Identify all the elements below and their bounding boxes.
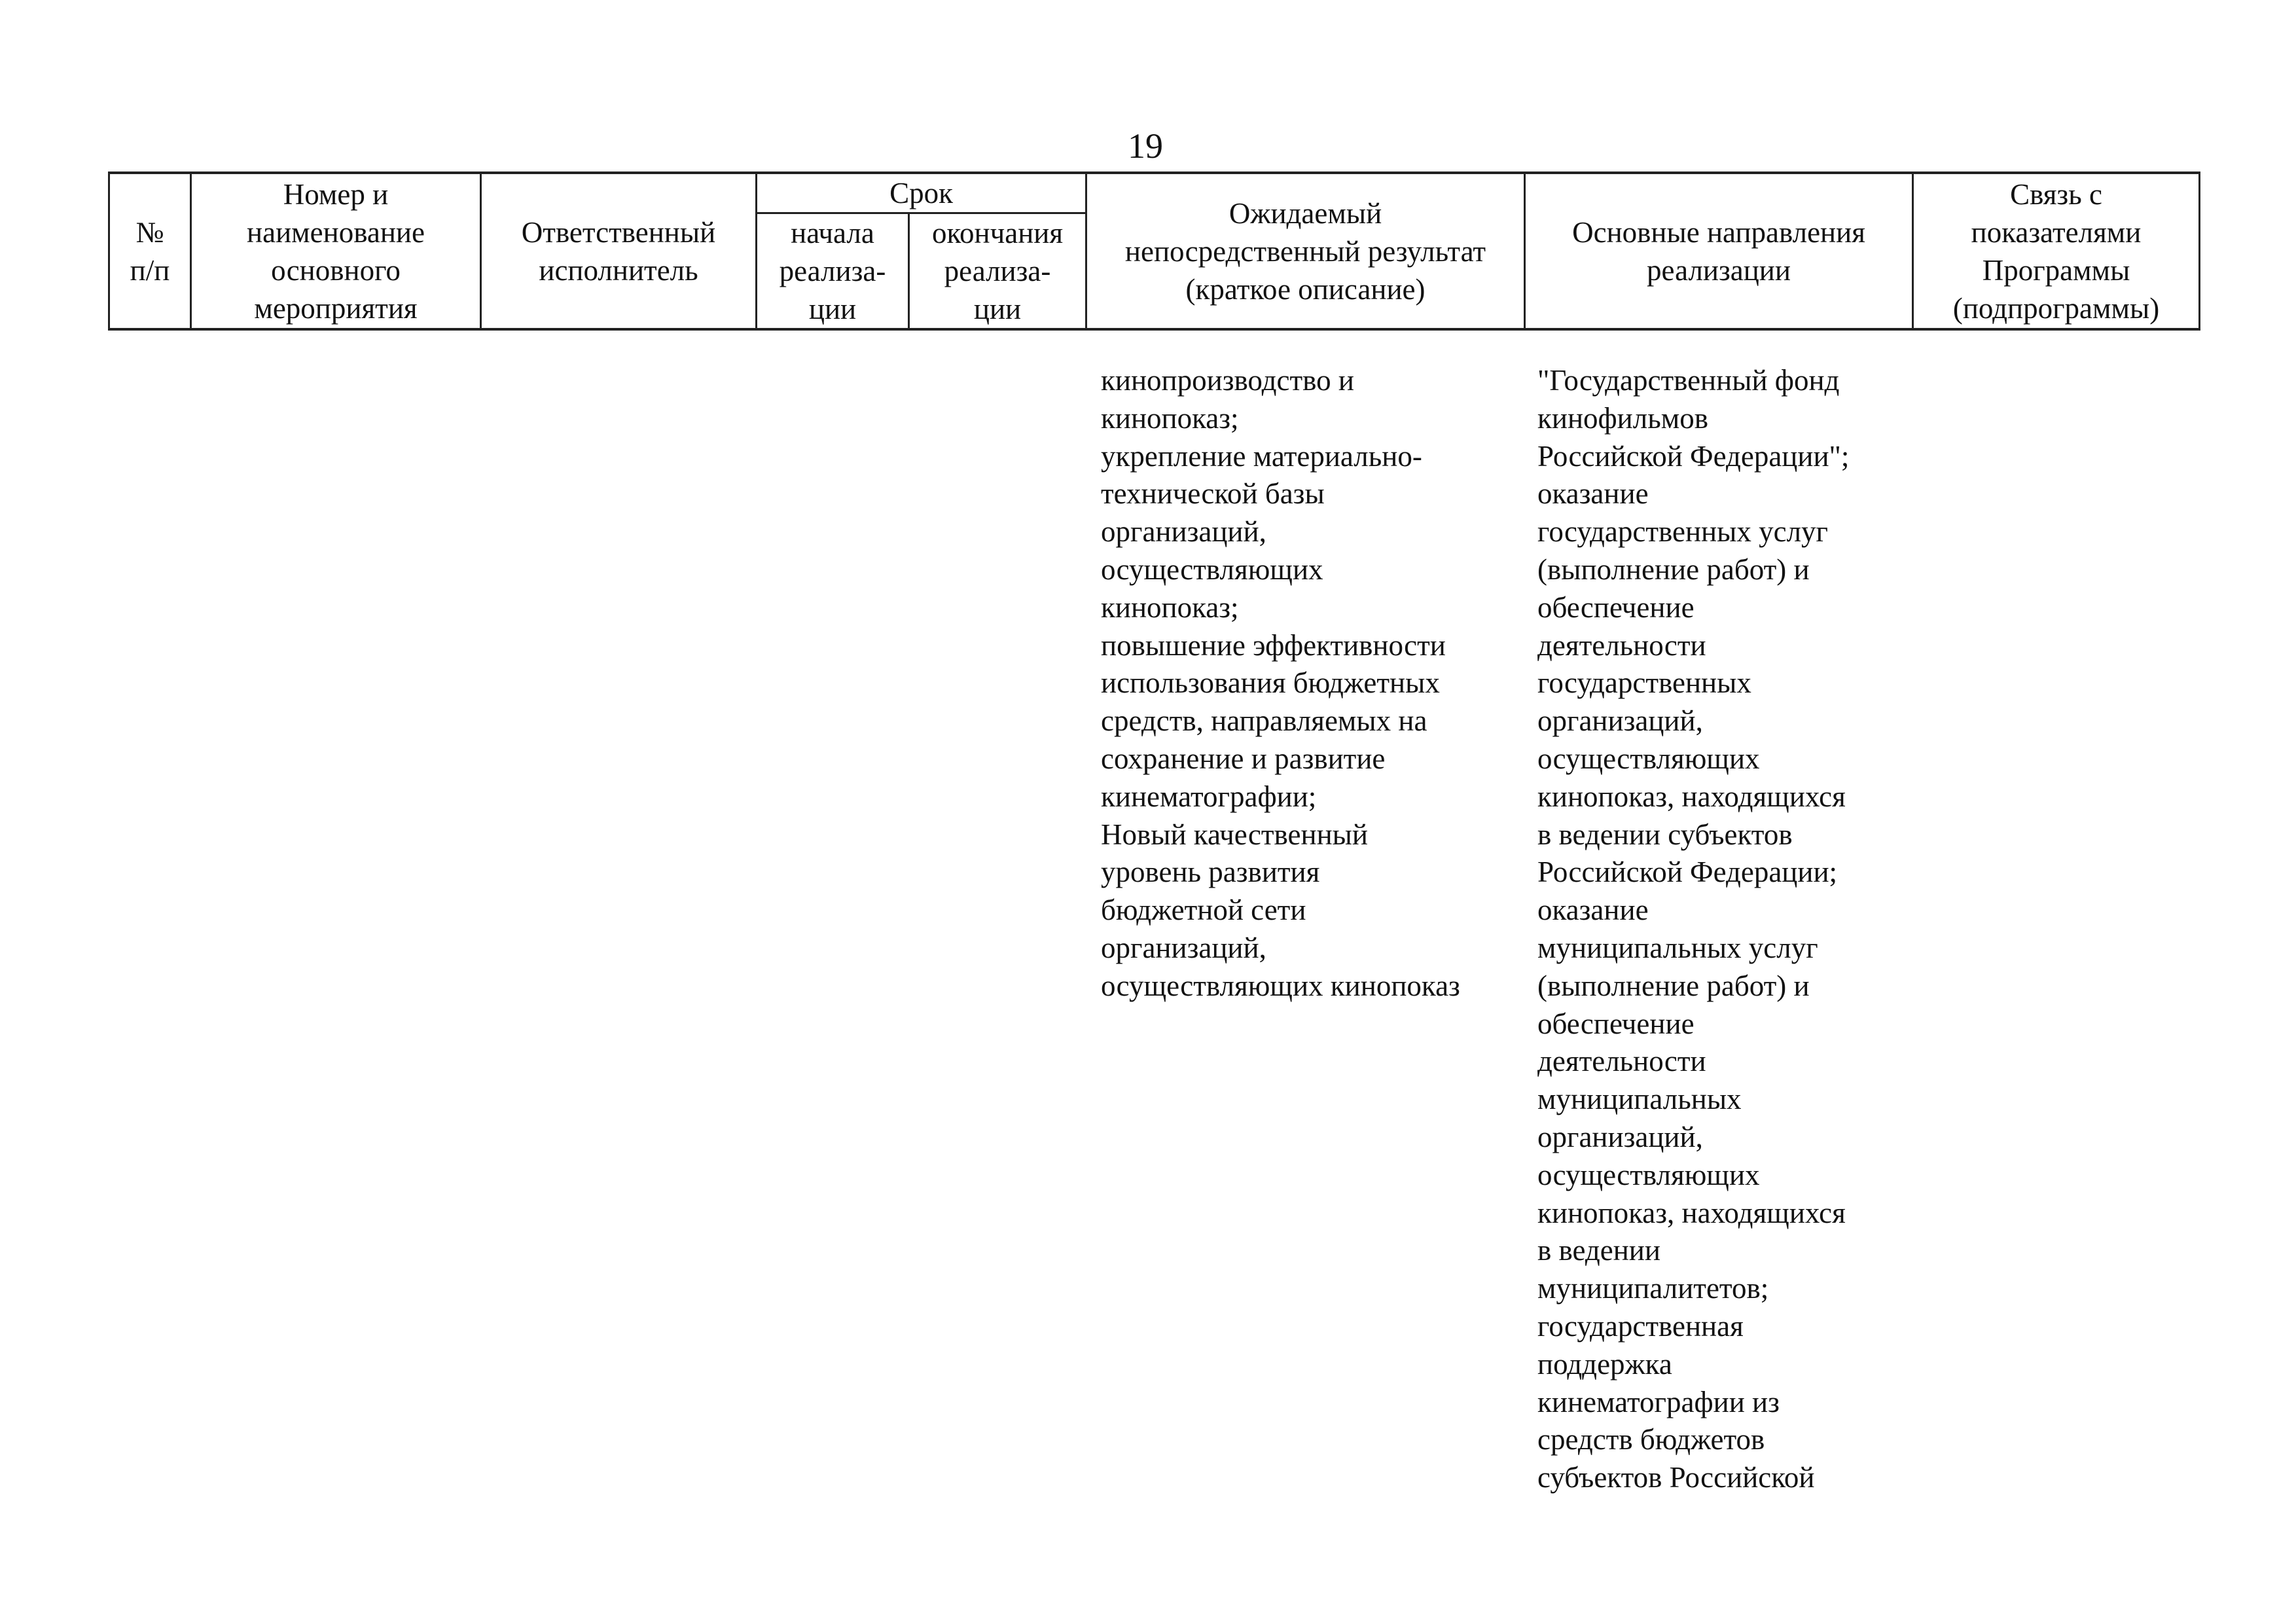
header-executor: Ответственный исполнитель — [481, 173, 757, 329]
header-num: № п/п — [109, 173, 191, 329]
table-header — [108, 171, 2200, 331]
implementation-directions: "Государственный фонд кинофильмов Российской Федерации"; оказание государственных услуг (выполнение работ) и обеспечение деятельности государственных организаций, осуществляющих кинопоказ, находящихся в ведении субъектов Российской Федерации; оказание муниципальных услуг (выполнение работ) и обеспечение деятельности муниципальных организаций, осуществляющих кинопоказ, находящихся в ведении муниципалитетов; государственная поддержка кинематографии из средств бюджетов субъектов Российской — [1537, 364, 1850, 1494]
header-directions: Основные направления реализации — [1525, 173, 1913, 329]
header-indicators: Связь с показателями Программы (подпрограммы) — [1913, 173, 2200, 329]
result-description: кинопроизводство и кинопоказ; укрепление материально- технической базы организаций, осуществляющих кинопоказ; повышение эффективности использования бюджетных средств, направляемых на сохранение и развитие кинематографии; Новый качественный уровень развития бюджетной сети организаций, осуществляющих кинопоказ — [1101, 364, 1460, 1002]
header-result: Ожидаемый непосредственный результат (краткое описание) — [1086, 173, 1525, 329]
header-name: Номер и наименование основного мероприятия — [191, 173, 481, 329]
page-number: 19 — [1128, 126, 1163, 166]
header-term-end: окончания реализа- ции — [909, 213, 1086, 330]
header-term-start: начала реализа- ции — [757, 213, 909, 330]
header-term: Срок — [757, 173, 1086, 213]
